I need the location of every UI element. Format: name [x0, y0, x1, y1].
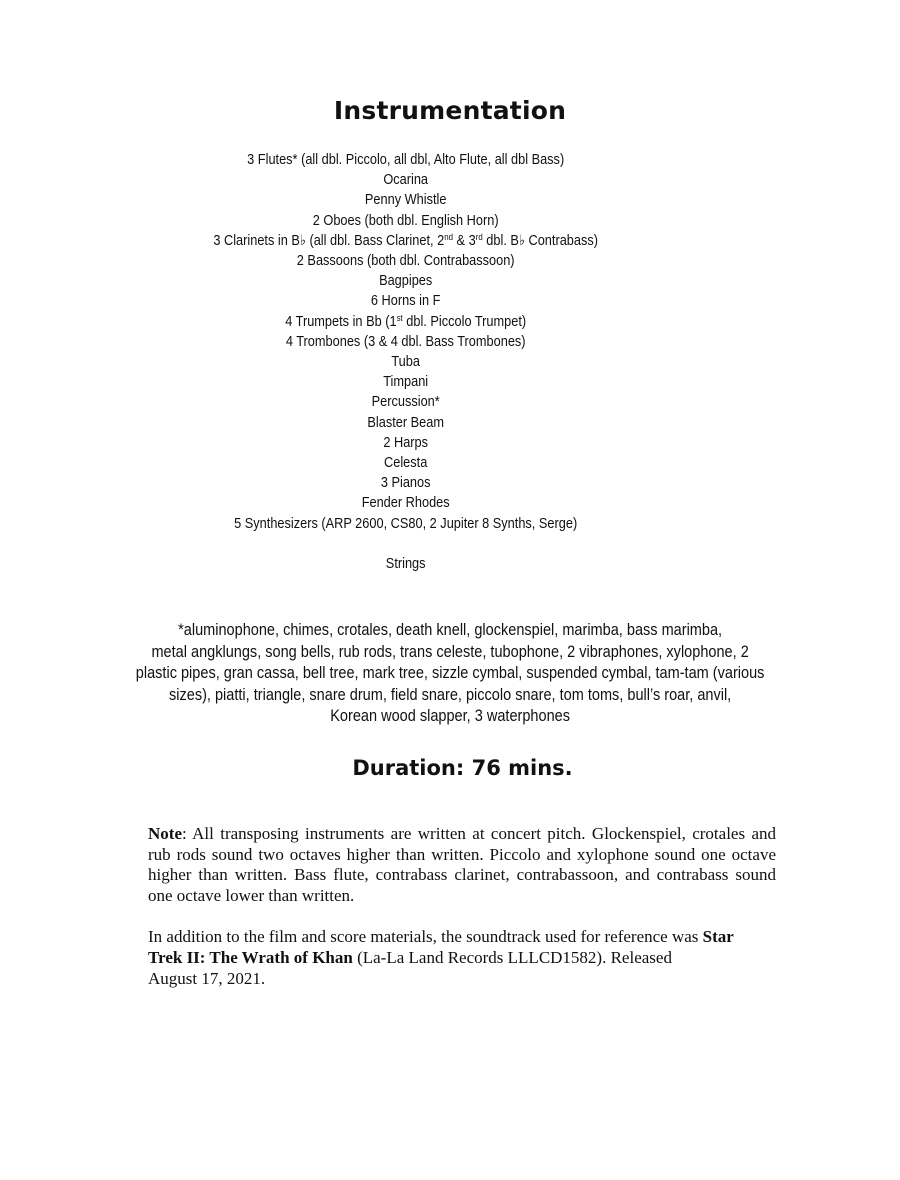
instrument-item: 3 Clarinets in B♭ (all dbl. Bass Clarinet, 2nd & 3rd dbl. B♭ Contrabass): [213, 231, 599, 249]
instrument-item: 5 Synthesizers (ARP 2600, CS80, 2 Jupiter 8 Synths, Serge): [234, 515, 578, 532]
instrument-item: 2 Bassoons (both dbl. Contrabassoon): [296, 253, 515, 270]
percussion-line: *aluminophone, chimes, crotales, death knell, glockenspiel, marimba, bass marimba,: [178, 621, 723, 639]
percussion-line: metal angklungs, song bells, rub rods, trans celeste, tubophone, 2 vibraphones, xylophone, 2: [151, 642, 749, 661]
reference-line: August 17, 2021.: [148, 969, 266, 988]
soundtrack-title: Star: [702, 927, 734, 946]
instrument-item: Tuba: [391, 354, 420, 371]
soundtrack-title: Trek II: The Wrath of Khan: [148, 948, 353, 967]
percussion-list: [0, 620, 900, 728]
instrument-item: Fender Rhodes: [361, 495, 450, 512]
reference-paragraph: [148, 926, 788, 989]
instrument-list: [0, 150, 811, 534]
instrument-item: Blaster Beam: [367, 414, 444, 431]
percussion-line: plastic pipes, gran cassa, bell tree, mark tree, sizzle cymbal, suspended cymbal, tam-tam (various: [135, 664, 765, 683]
duration-heading: Duration: 76 mins.: [352, 756, 573, 780]
instrument-item: 4 Trombones (3 & 4 dbl. Bass Trombones): [285, 333, 526, 350]
note-paragraph: [148, 824, 776, 906]
instrument-item: 3 Flutes* (all dbl. Piccolo, all dbl, Alto Flute, all dbl Bass): [247, 152, 565, 168]
instrument-item: Celesta: [384, 455, 428, 472]
instrument-item: Bagpipes: [379, 273, 433, 290]
note-label: Note: [148, 824, 182, 843]
instrument-item: 6 Horns in F: [370, 293, 441, 310]
instrument-item: 3 Pianos: [380, 475, 431, 492]
reference-line: Trek II: The Wrath of Khan (La-La Land Records LLLCD1582). Released: [148, 948, 672, 967]
strings-item: Strings: [385, 556, 426, 572]
instrument-item: 2 Oboes (both dbl. English Horn): [312, 212, 499, 229]
instrument-item: Ocarina: [383, 172, 429, 189]
page-title: Instrumentation: [333, 96, 567, 125]
instrument-item: Timpani: [383, 374, 429, 391]
percussion-line: sizes), piatti, triangle, snare drum, field snare, piccolo snare, tom toms, bull’s roar, anvil,: [169, 685, 732, 704]
reference-line: In addition to the film and score materials, the soundtrack used for reference was Star: [148, 927, 734, 946]
instrument-item: 4 Trumpets in Bb (1st dbl. Piccolo Trumpet): [285, 312, 527, 330]
instrument-item: Percussion*: [371, 394, 440, 411]
percussion-line: Korean wood slapper, 3 waterphones: [330, 707, 570, 726]
note-text: : All transposing instruments are written at concert pitch. Glockenspiel, crotales and rub rods sound two octaves higher than written. Piccolo and xylophone sound one octave higher than written. Bass flute, contrabass clarinet, contrabassoon, and contrabass sound one octave lower than written.: [148, 824, 776, 905]
instrument-item: 2 Harps: [383, 434, 429, 451]
instrument-item: Penny Whistle: [364, 192, 447, 209]
